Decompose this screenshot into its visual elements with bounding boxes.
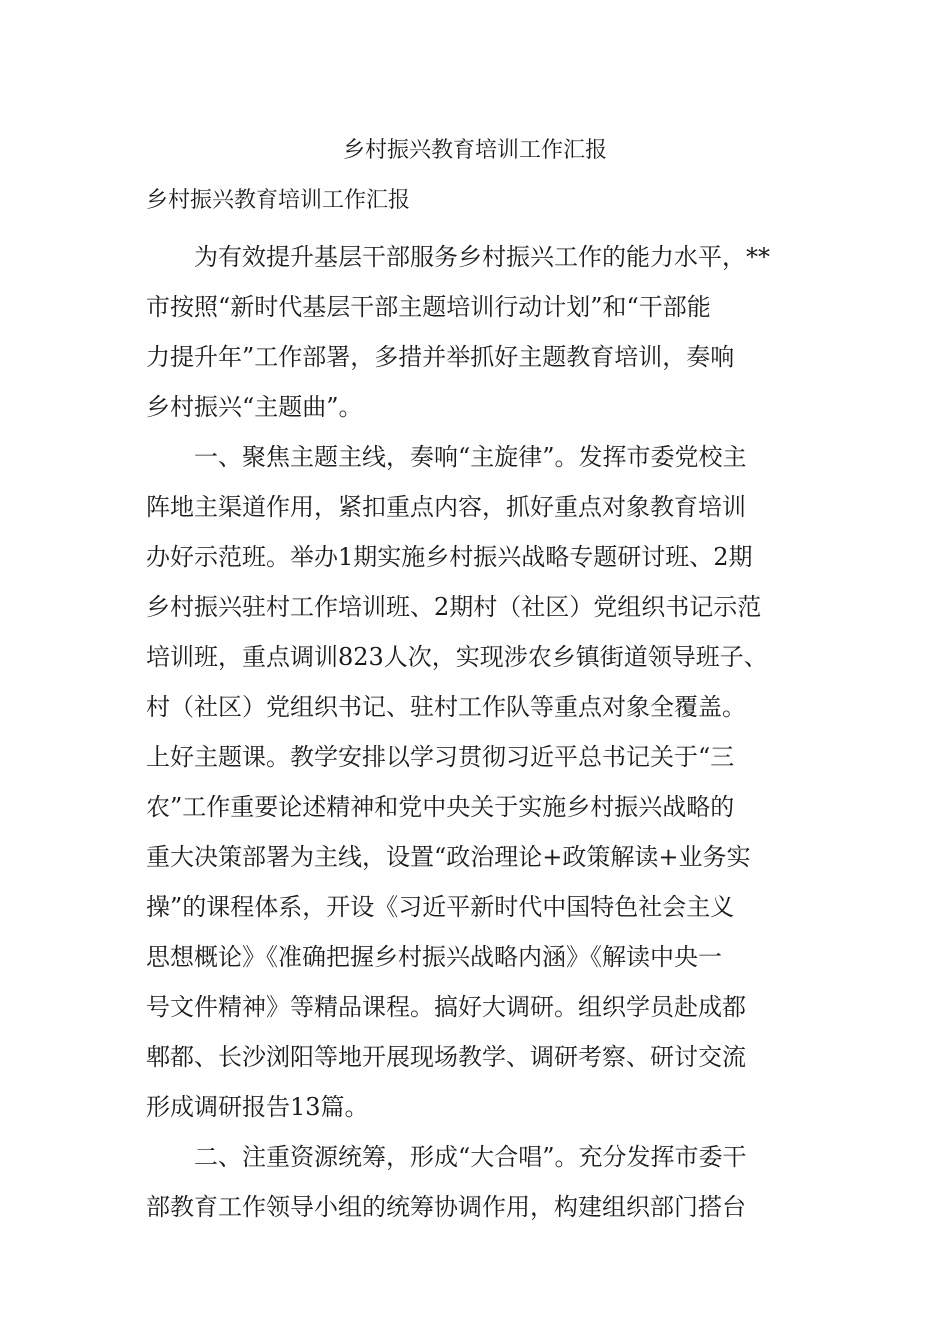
body-line: 操”的课程体系，开设《习近平新时代中国特色社会主义 (146, 893, 735, 921)
body-line: 市按照“新时代基层干部主题培训行动计划”和“干部能 (146, 293, 711, 321)
body-line: 上好主题课。教学安排以学习贯彻习近平总书记关于“三 (146, 743, 735, 771)
document-title: 乡村振兴教育培训工作汇报 (342, 138, 607, 163)
body-line: 办好示范班。举办1期实施乡村振兴战略专题研讨班、2期 (146, 543, 753, 571)
body-line: 乡村振兴“主题曲”。 (146, 393, 363, 421)
body-line: 培训班，重点调训823人次，实现涉农乡镇街道领导班子、 (146, 643, 768, 671)
body-line: 村（社区）党组织书记、驻村工作队等重点对象全覆盖。 (146, 693, 746, 721)
body-line: 号文件精神》等精品课程。搞好大调研。组织学员赴成都 (146, 993, 746, 1021)
body-line: 力提升年”工作部署，多措并举抓好主题教育培训，奏响 (146, 343, 735, 371)
document-subtitle: 乡村振兴教育培训工作汇报 (146, 188, 411, 213)
body-line: 乡村振兴驻村工作培训班、2期村（社区）党组织书记示范 (146, 593, 762, 621)
body-line: 形成调研报告13篇。 (146, 1093, 369, 1121)
body-line: 重大决策部署为主线，设置“政治理论+政策解读+业务实 (146, 843, 751, 871)
body-line: 为有效提升基层干部服务乡村振兴工作的能力水平，** (146, 243, 770, 271)
body-line: 农”工作重要论述精神和党中央关于实施乡村振兴战略的 (146, 793, 735, 821)
body-line: 思想概论》《准确把握乡村振兴战略内涵》《解读中央一 (146, 943, 722, 971)
body-line: 一、聚焦主题主线，奏响“主旋律”。发挥市委党校主 (146, 443, 747, 471)
body-line: 阵地主渠道作用，紧扣重点内容，抓好重点对象教育培训 (146, 493, 746, 521)
body-line: 二、注重资源统筹，形成“大合唱”。充分发挥市委干 (146, 1143, 747, 1171)
body-line: 部教育工作领导小组的统筹协调作用，构建组织部门搭台 (146, 1193, 746, 1221)
body-line: 郫都、长沙浏阳等地开展现场教学、调研考察、研讨交流 (146, 1043, 746, 1071)
